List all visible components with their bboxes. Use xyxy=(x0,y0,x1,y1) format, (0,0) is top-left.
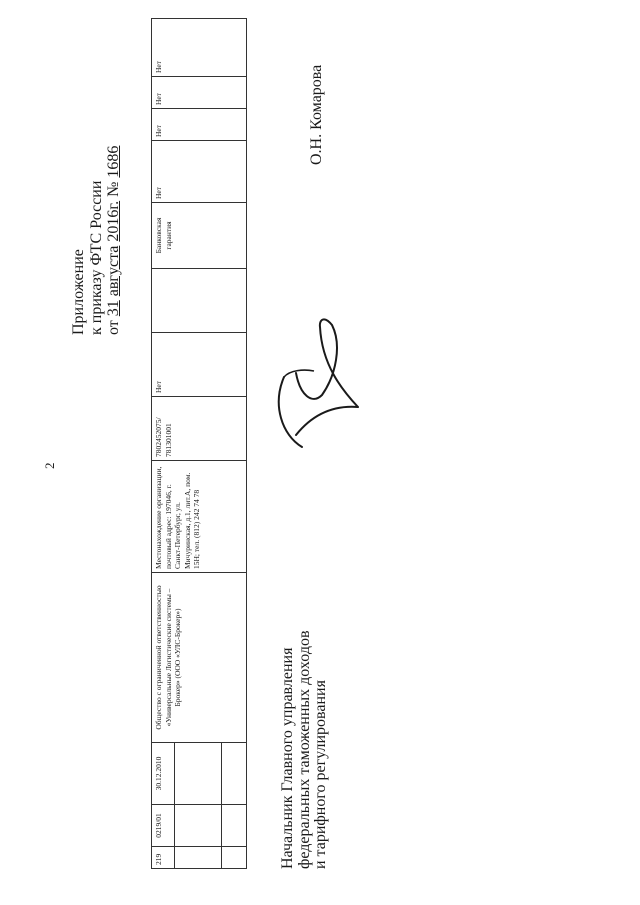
cell-col11: Нет xyxy=(152,77,247,109)
cell-col7 xyxy=(152,269,247,333)
handwritten-signature xyxy=(262,315,372,465)
page-number: 2 xyxy=(42,462,57,469)
cell-col12: Нет xyxy=(152,19,247,77)
signer-title: Начальник Главного управления федеральных таможенных доходов и тарифного регулирования xyxy=(279,630,329,869)
annex-day: 31 xyxy=(105,300,122,317)
cell-address: Местонахождение организации, почтовый адрес: 197046, г. Санкт-Петербург, ул. Мичуринская, д.1, лит.А, пом. 15Н; тел. (812) 242 74 78 xyxy=(152,461,247,573)
signer-name: О.Н. Комарова xyxy=(308,64,325,165)
annex-order: к приказу ФТС России xyxy=(87,180,105,335)
annex-year: 2016г. xyxy=(105,200,122,242)
cell-reg-num: 0219/01 xyxy=(152,805,175,847)
cell-date: 30.12.2010 xyxy=(152,743,175,805)
annex-title: Приложение xyxy=(70,249,87,335)
annex-number: 1686 xyxy=(105,145,122,178)
annex-from: от xyxy=(105,320,122,335)
cell-guarantee: Банковская гарантия xyxy=(152,203,247,269)
annex-header xyxy=(70,146,123,335)
annex-num-sign: № xyxy=(105,181,122,197)
cell-org-name: Общество с ограниченной ответственностью «Универсальные Логистические системы – Брокер» (ООО «УЛС-Брокер») xyxy=(152,573,247,743)
registry-table xyxy=(151,18,247,869)
table-row xyxy=(152,19,175,869)
cell-inn-kpp: 7802452075/ 781301001 xyxy=(152,397,247,461)
annex-date-line xyxy=(105,146,123,335)
cell-col9: Нет xyxy=(152,141,247,203)
cell-col10: Нет xyxy=(152,109,247,141)
annex-month: августа xyxy=(105,245,122,297)
cell-num: 219 xyxy=(152,847,175,869)
cell-col6: Нет xyxy=(152,333,247,397)
